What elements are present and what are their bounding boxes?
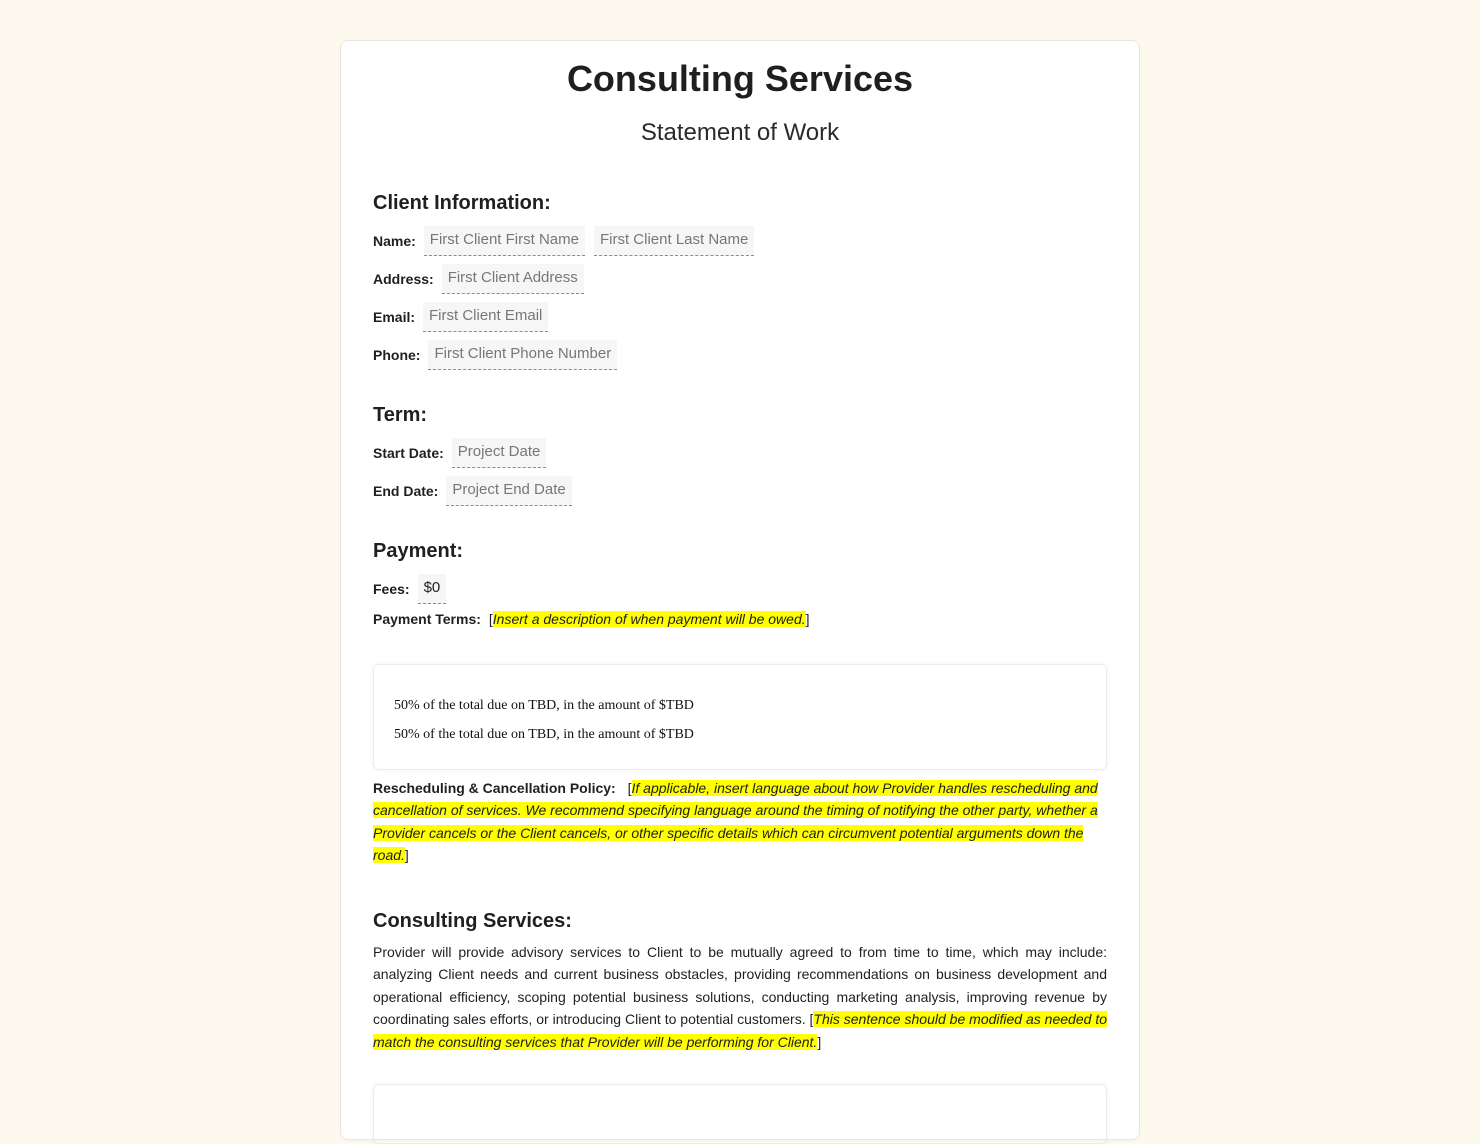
cancellation-policy-open-bracket: [	[628, 780, 632, 796]
term-heading: Term:	[373, 403, 1107, 427]
term-section	[373, 403, 1107, 506]
client-phone-row	[373, 340, 1107, 370]
start-date-row	[373, 438, 1107, 468]
address-field[interactable]: First Client Address	[442, 264, 584, 294]
start-date-label: Start Date:	[373, 445, 444, 461]
client-name-row	[373, 226, 1107, 256]
fees-label: Fees:	[373, 581, 410, 597]
cancellation-policy-label: Rescheduling & Cancellation Policy:	[373, 780, 616, 796]
client-email-row	[373, 302, 1107, 332]
next-section-box	[373, 1084, 1107, 1144]
consulting-services-heading: Consulting Services:	[373, 909, 1107, 933]
document-title: Consulting Services	[373, 59, 1107, 99]
cancellation-policy-note: If applicable, insert language about how Provider handles rescheduling and cancellation of services. We recommend specifying language around the timing of notifying the other party, whether a Provider cancels or the Client cancels, or other specific details which can circumvent potential arguments down the road.	[373, 780, 1098, 864]
end-date-label: End Date:	[373, 483, 438, 499]
client-address-row	[373, 264, 1107, 294]
payment-terms-close-bracket: ]	[806, 611, 810, 627]
fees-field[interactable]: $0	[418, 574, 447, 604]
consulting-services-section	[373, 909, 1107, 1144]
document-subtitle: Statement of Work	[373, 119, 1107, 147]
email-field[interactable]: First Client Email	[423, 302, 548, 332]
document-card	[340, 40, 1140, 1140]
address-label: Address:	[373, 271, 434, 287]
client-information-heading: Client Information:	[373, 191, 1107, 215]
fees-row	[373, 574, 1107, 604]
payment-terms-label: Payment Terms:	[373, 611, 481, 627]
last-name-field[interactable]: First Client Last Name	[594, 226, 754, 256]
first-name-field[interactable]: First Client First Name	[424, 226, 585, 256]
payment-schedule-box	[373, 664, 1107, 770]
email-label: Email:	[373, 309, 415, 325]
consulting-services-description	[373, 941, 1107, 1054]
payment-schedule-item: 50% of the total due on TBD, in the amount of $TBD	[394, 691, 1086, 720]
name-label: Name:	[373, 233, 416, 249]
consulting-services-note: This sentence should be modified as needed to match the consulting services that Provider will be performing for Client.	[373, 1011, 1107, 1050]
payment-terms	[373, 608, 1107, 631]
payment-schedule-item: 50% of the total due on TBD, in the amount of $TBD	[394, 720, 1086, 749]
payment-section	[373, 539, 1107, 867]
cancellation-policy-close-bracket: ]	[405, 847, 409, 863]
consulting-services-body: Provider will provide advisory services to Client to be mutually agreed to from time to time, which may include: analyzing Client needs and current business obstacles, providing recommendations on business development and operational efficiency, scoping potential business solutions, conducting marketing analysis, improving revenue by coordinating sales efforts, or introducing Client to potential customers. [	[373, 944, 1107, 1028]
consulting-services-close-bracket: ]	[817, 1034, 821, 1050]
phone-label: Phone:	[373, 347, 420, 363]
client-information-section	[373, 191, 1107, 370]
payment-terms-note: Insert a description of when payment will be owed.	[493, 611, 806, 627]
payment-terms-open-bracket: [	[489, 611, 493, 627]
cancellation-policy	[373, 777, 1107, 867]
end-date-field[interactable]: Project End Date	[446, 476, 571, 506]
payment-heading: Payment:	[373, 539, 1107, 563]
phone-field[interactable]: First Client Phone Number	[428, 340, 617, 370]
end-date-row	[373, 476, 1107, 506]
start-date-field[interactable]: Project Date	[452, 438, 547, 468]
